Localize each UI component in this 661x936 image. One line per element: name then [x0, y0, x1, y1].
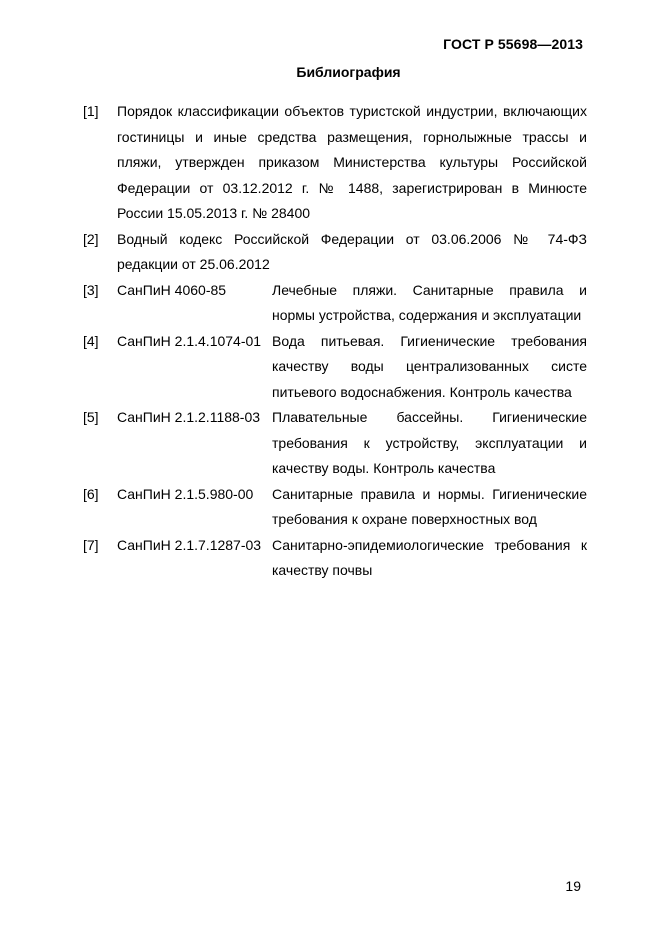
bibliography-entry-3: [83, 278, 587, 329]
entry-description: Санитарные правила и нормы. Гигиенические требования к охране поверхностных вод: [272, 485, 587, 527]
bibliography-entry-6: [83, 482, 587, 533]
entry-number: [3]: [83, 281, 99, 298]
entry-number: [1]: [83, 103, 99, 119]
entry-code: СанПиН 2.1.5.980-00: [117, 485, 254, 502]
document-code: ГОСТ Р 55698—2013: [443, 36, 583, 52]
entry-code: СанПиН 4060-85: [117, 281, 227, 298]
bibliography-entry-1: [83, 99, 587, 227]
entry-number: [6]: [83, 485, 99, 502]
entry-code: СанПиН 2.1.2.1188-03: [117, 409, 261, 425]
entry-description: Санитарно-эпидемиологические требования к качеству почвы: [272, 536, 587, 578]
entry-description: Лечебные пляжи. Санитарные правила и нормы устройства, содержания и эксплуатации: [272, 281, 587, 323]
entry-number: [2]: [83, 230, 99, 247]
entry-number: [4]: [83, 332, 99, 349]
page-number: 19: [565, 878, 581, 894]
entry-text: Водный кодекс Российской Федерации от 03.06.2006 № 74-ФЗ редакции от 25.06.2012: [117, 230, 587, 272]
entry-description: Вода питьевая. Гигиенические требования качеству воды централизованных систе питьевого водоснабжения. Контроль качества: [272, 332, 587, 400]
bibliography-list: [83, 99, 587, 584]
entry-number: [7]: [83, 536, 99, 553]
entry-text: Порядок классификации объектов туристской индустрии, включающих гостиницы и иные средства размещения, горнолыжные трассы и пляжи, утвержден приказом Министерства культуры Российской Федерации от 03.12.2012 г. № 1488, зарегистрирован в Минюсте России 15.05.2013 г. № 28400: [117, 103, 587, 221]
bibliography-entry-7: [83, 533, 587, 584]
bibliography-entry-4: [83, 329, 587, 406]
section-title: Библиография: [296, 64, 401, 80]
entry-code: СанПиН 2.1.4.1074-01: [117, 332, 262, 349]
bibliography-entry-2: [83, 227, 587, 278]
entry-number: [5]: [83, 409, 99, 425]
entry-code: СанПиН 2.1.7.1287-03: [117, 536, 262, 553]
bibliography-entry-5: [83, 405, 587, 482]
entry-description: Плавательные бассейны. Гигиенические требования к устройству, эксплуатации и качеству воды. Контроль качества: [272, 409, 587, 476]
